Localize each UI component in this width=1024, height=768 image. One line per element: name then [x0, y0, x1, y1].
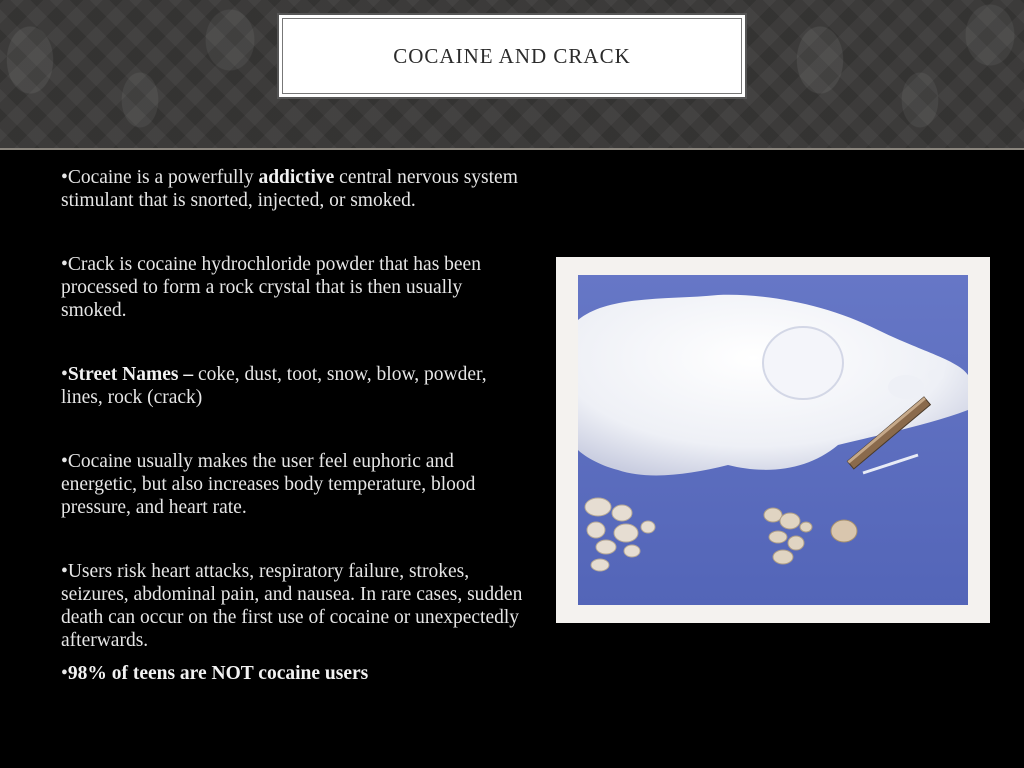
- bullet-item: [61, 450, 531, 519]
- bullet-bold-text: addictive: [258, 167, 335, 188]
- bullet-item: [61, 662, 531, 685]
- bullet-marker: •: [61, 167, 68, 188]
- title-frame: [282, 18, 742, 94]
- bullet-marker: •: [61, 451, 68, 472]
- bullet-item: [61, 560, 531, 652]
- bullet-text: central nervous system stimulant that is snorted, injected, or smoked.: [61, 167, 518, 211]
- bullet-marker: •: [61, 561, 68, 582]
- slide-title: COCAINE AND CRACK: [393, 43, 631, 68]
- bullet-marker: •: [61, 254, 68, 275]
- cocaine-photo: [578, 275, 968, 605]
- photo-frame: [556, 257, 990, 623]
- bullet-text: Cocaine usually makes the user feel euphoric and energetic, but also increases body temperature, blood pressure, and heart rate.: [61, 451, 476, 518]
- bullet-item: [61, 253, 531, 322]
- bullet-list: [61, 166, 531, 726]
- bullet-text: coke, dust, toot, snow, blow, powder, lines, rock (crack): [61, 364, 487, 408]
- bullet-bold-text: Street Names –: [67, 364, 194, 385]
- title-box: [277, 13, 747, 99]
- bullet-text: Cocaine is a powerfully: [67, 167, 259, 188]
- powder-mound: [763, 327, 843, 399]
- powder-clump: [928, 369, 944, 381]
- powder-clump: [888, 375, 924, 399]
- bullet-text: Crack is cocaine hydrochloride powder that has been processed to form a rock crystal that is then usually smoked.: [61, 254, 481, 321]
- bullet-item: [61, 166, 531, 212]
- bullet-bold-text: 98% of teens are NOT cocaine users: [67, 663, 369, 684]
- bullet-marker: •: [61, 364, 68, 385]
- bullet-text: Users risk heart attacks, respiratory failure, strokes, seizures, abdominal pain, and nausea. In rare cases, sudden death can occur on the first use of cocaine or unexpectedly afterwards.: [61, 561, 523, 651]
- crack-rock-large: [831, 520, 857, 542]
- bullet-marker: •: [61, 663, 68, 684]
- header-divider: [0, 148, 1024, 150]
- bullet-item: [61, 363, 531, 409]
